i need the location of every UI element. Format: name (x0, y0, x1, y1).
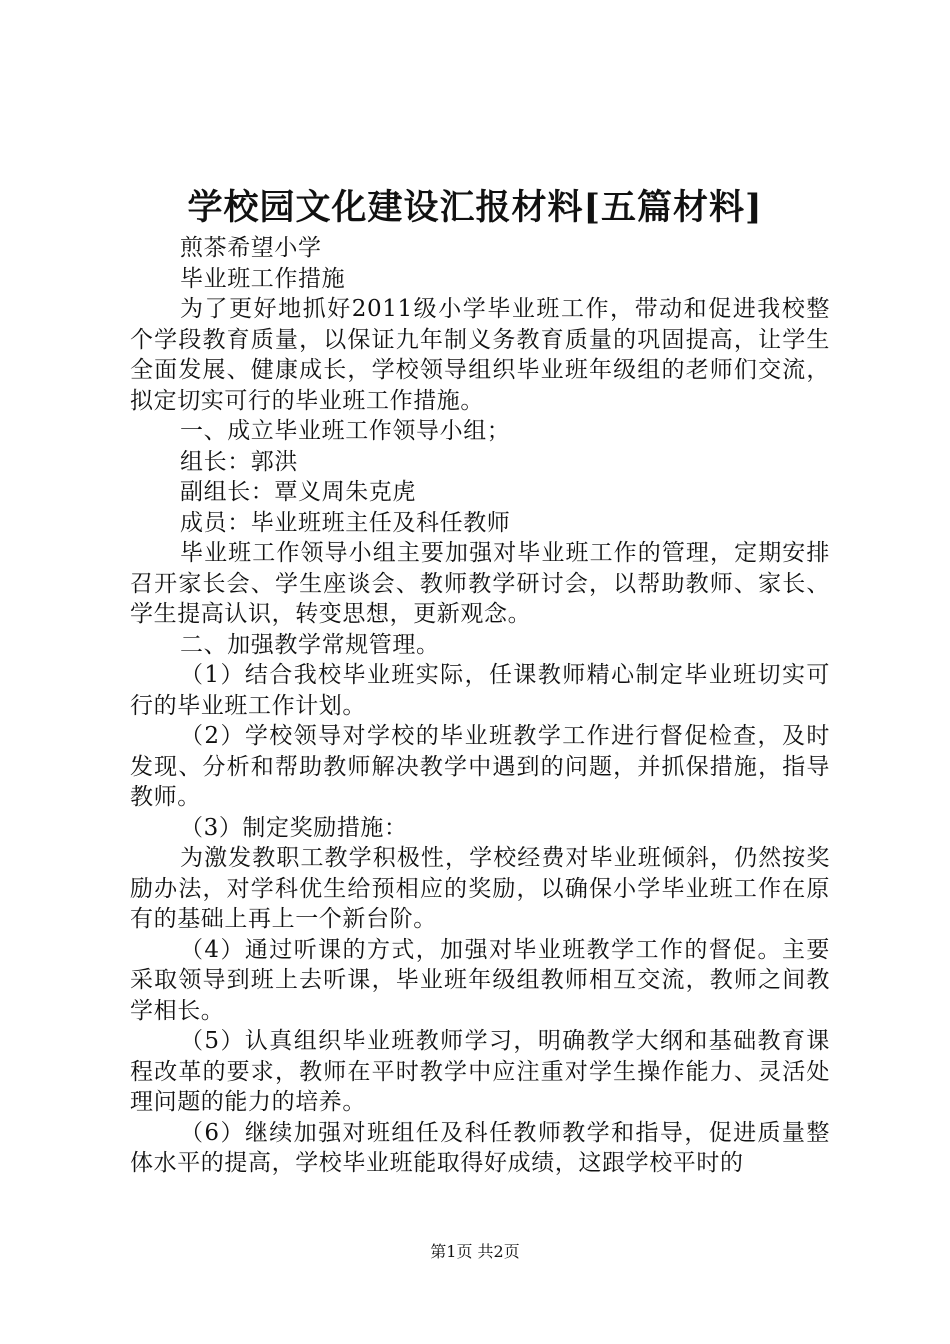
paragraph-section-2: 二、加强教学常规管理。 (180, 631, 440, 658)
paragraph-group-duties: 毕业班工作领导小组主要加强对毕业班工作的管理，定期安排召开家长会、学生座谈会、教师教学研讨会，以帮助教师、家长、学生提高认识，转变思想，更新观念。 (130, 540, 830, 627)
paragraph-item-2: （2）学校领导对学校的毕业班教学工作进行督促检查，及时发现、分析和帮助教师解决教学中遇到的问题，并抓保措施，指导教师。 (130, 723, 830, 810)
paragraph-section-1: 一、成立毕业班工作领导小组； (180, 418, 511, 444)
paragraph-item-3: （3）制定奖励措施： (180, 814, 408, 841)
document-body (130, 233, 830, 1179)
paragraph-school-name: 煎茶希望小学 (180, 235, 322, 261)
paragraph-incentive: 为激发教职工教学积极性，学校经费对毕业班倾斜，仍然按奖励办法，对学科优生给预相应的奖励，以确保小学毕业班工作在原有的基础上再上一个新台阶。 (130, 845, 830, 932)
paragraph-item-5: （5）认真组织毕业班教师学习，明确教学大纲和基础教育课程改革的要求，教师在平时教学中应注重对学生操作能力、灵活处理问题的能力的培养。 (130, 1028, 830, 1115)
paragraph-deputy-leader: 副组长：覃义周朱克虎 (180, 479, 416, 505)
paragraph-item-1: （1）结合我校毕业班实际，任课教师精心制定毕业班切实可行的毕业班工作计划。 (130, 662, 830, 719)
paragraph-item-4: （4）通过听课的方式，加强对毕业班教学工作的督促。主要采取领导到班上去听课，毕业班年级组教师相互交流，教师之间教学相长。 (130, 936, 830, 1024)
paragraph-leader: 组长：郭洪 (180, 448, 298, 475)
paragraph-item-6: （6）继续加强对班组任及科任教师教学和指导，促进质量整体水平的提高，学校毕业班能取得好成绩，这跟学校平时的 (130, 1119, 830, 1176)
paragraph-intro: 为了更好地抓好2011级小学毕业班工作，带动和促进我校整个学段教育质量，以保证九年制义务教育质量的巩固提高，让学生全面发展、健康成长，学校领导组织毕业班年级组的老师们交流，拟定切实可行的毕业班工作措施。 (130, 296, 830, 414)
paragraph-members: 成员：毕业班班主任及科任教师 (180, 509, 511, 536)
document-title: 学校园文化建设汇报材料[五篇材料] (187, 187, 763, 228)
page-footer: 第1页 共2页 (430, 1242, 520, 1261)
paragraph-heading: 毕业班工作措施 (180, 265, 346, 292)
